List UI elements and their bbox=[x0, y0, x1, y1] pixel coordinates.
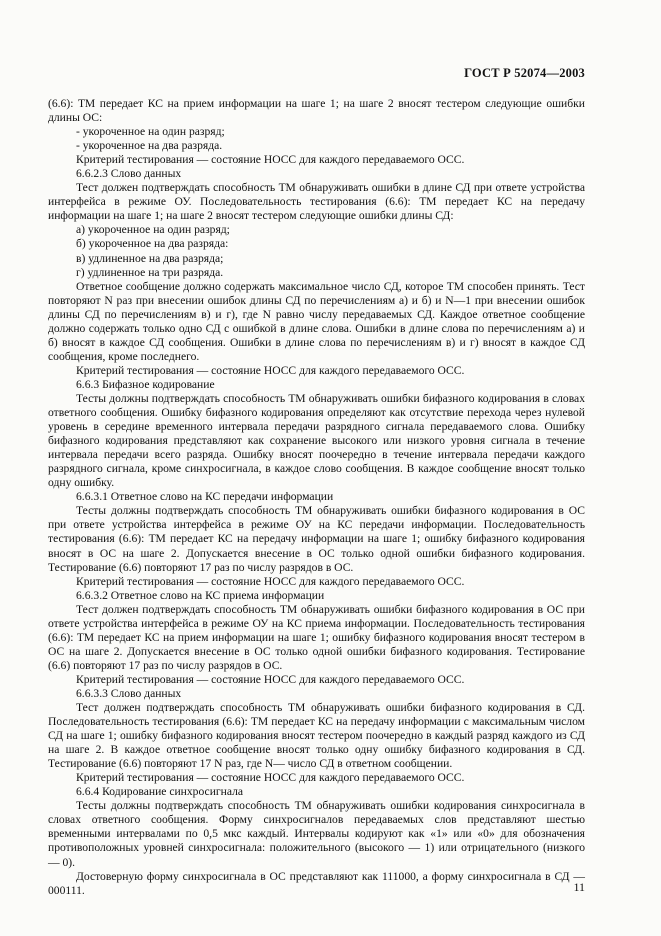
paragraph: 6.6.3 Бифазное кодирование bbox=[76, 377, 215, 391]
paragraph: Критерий тестирования — состояние НОСС для каждого передаваемого ОСС. bbox=[76, 771, 465, 785]
paragraph: Критерий тестирования — состояние НОСС для каждого передаваемого ОСС. bbox=[76, 153, 465, 167]
paragraph: Ответное сообщение должно содержать максимальное число СД, которое ТМ способен принять. Тест повторяют N раз при внесении ошибок длины СД по перечислениям а) и б) и N—1 при внесении ошибок длины СД по перечислениям в) и г), где N равно числу передаваемых СД. Каждое ответное сообщение должно содержать только одно СД с ошибкой в длине слова. Ошибки в длине слова по перечислениям а) и б) вносят в каждое СД сообщения. Ошибки в длине слова по перечислениям в) и г) вносят в каждое СД сообщения, кроме последнего. bbox=[48, 279, 585, 363]
paragraph: Тест должен подтверждать способность ТМ обнаруживать ошибки в длине СД при ответе устройства интерфейса в режиме ОУ. Последовательность тестирования (6.6): ТМ передает КС на передачу информации на шаге 1; на шаге 2 вносят тестером следующие ошибки длины СД: bbox=[48, 181, 585, 223]
list-item: в) удлиненное на два разряда; bbox=[76, 251, 224, 265]
paragraph: Тесты должны подтверждать способность ТМ обнаруживать ошибки бифазного кодирования в ОС при ответе устройства интерфейса в режиме ОУ на КС передачи информации. Последовательность тестирования (6.6): ТМ передает КС на передачу информации на шаге 1; ошибку бифазного кодирования вносят в ОС на шаге 2. Допускается внесение в ОС только одной ошибки бифазного кодирования. Тестирование (6.6) повторяют 17 раз по числу разрядов в ОС. bbox=[48, 504, 585, 574]
list-item: а) укороченное на один разряд; bbox=[76, 223, 230, 237]
paragraph: 6.6.3.2 Ответное слово на КС приема информации bbox=[76, 588, 325, 602]
list-item: - укороченное на два разряда. bbox=[76, 139, 223, 153]
paragraph: (6.6): ТМ передает КС на прием информации на шаге 1; на шаге 2 вносят тестером следующие ошибки длины ОС: bbox=[48, 97, 585, 125]
paragraph: Критерий тестирования — состояние НОСС для каждого передаваемого ОСС. bbox=[76, 672, 465, 686]
paragraph: Критерий тестирования — состояние НОСС для каждого передаваемого ОСС. bbox=[76, 574, 465, 588]
paragraph: 6.6.3.1 Ответное слово на КС передачи информации bbox=[76, 490, 334, 504]
paragraph: Тесты должны подтверждать способность ТМ обнаруживать ошибки кодирования синхросигнала в словах ответного сообщения. Форму синхросигналов передаваемых слов представляют шестью временными интервалами по 0,5 мкс каждый. Интервалы кодируют как «1» или «0» для обозначения противоположных уровней синхросигнала: положительного (высокого — 1) или отрицательного (низкого — 0). bbox=[48, 799, 585, 869]
paragraph: Тест должен подтверждать способность ТМ обнаруживать ошибки бифазного кодирования в ОС при ответе устройства интерфейса в режиме ОУ на КС приема информации. Последовательность тестирования (6.6): ТМ передает КС на прием информации на шаге 1; ошибку бифазного кодирования вносят тестером в ОС на шаге 2. Допускается внесение в ОС только одной ошибки бифазного кодирования. Тестирование (6.6) повторяют 17 раз по числу разрядов в ОС. bbox=[48, 602, 585, 672]
list-item: - укороченное на один разряд; bbox=[76, 125, 225, 139]
page-number: 11 bbox=[573, 880, 585, 894]
list-item: б) укороченное на два разряда: bbox=[76, 237, 229, 251]
list-item: г) удлиненное на три разряда. bbox=[76, 265, 224, 279]
standard-header: ГОСТ Р 52074—2003 bbox=[464, 66, 585, 80]
paragraph: Достоверную форму синхросигнала в ОС представляют как 111000, а форму синхросигнала в СД — 000111. bbox=[48, 869, 585, 897]
paragraph: 6.6.3.3 Слово данных bbox=[76, 686, 182, 700]
paragraph: 6.6.4 Кодирование синхросигнала bbox=[76, 785, 244, 799]
document-body bbox=[48, 97, 585, 898]
paragraph: Тест должен подтверждать способность ТМ обнаруживать ошибки бифазного кодирования в СД. Последовательность тестирования (6.6): ТМ передает КС на передачу информации с максимальным числом СД на шаге 1; ошибку бифазного кодирования вносят тестером поочередно в каждый разряд каждого из СД на шаге 2. В каждое ответное сообщение вносят только одну ошибку бифазного кодирования в СД. Тестирование (6.6) повторяют 17 N раз, где N— число СД в ответном сообщении. bbox=[48, 701, 585, 771]
paragraph: 6.6.2.3 Слово данных bbox=[76, 167, 182, 181]
paragraph: Критерий тестирования — состояние НОСС для каждого передаваемого ОСС. bbox=[76, 363, 465, 377]
paragraph: Тесты должны подтверждать способность ТМ обнаруживать ошибки бифазного кодирования в словах ответного сообщения. Ошибку бифазного кодирования определяют как отсутствие перехода через нулевой уровень в середине временного интервала передачи разрядного сигнала передаваемого слова. Ошибку бифазного кодирования представляют как сохранение высокого или низкого уровня сигнала в течение интервала передачи всего разряда. Ошибку вносят поочередно в течение интервала передачи каждого разрядного сигнала, кроме синхросигнала, в каждое слово сообщения. В каждое сообщение вносят только одну ошибку. bbox=[48, 391, 585, 490]
